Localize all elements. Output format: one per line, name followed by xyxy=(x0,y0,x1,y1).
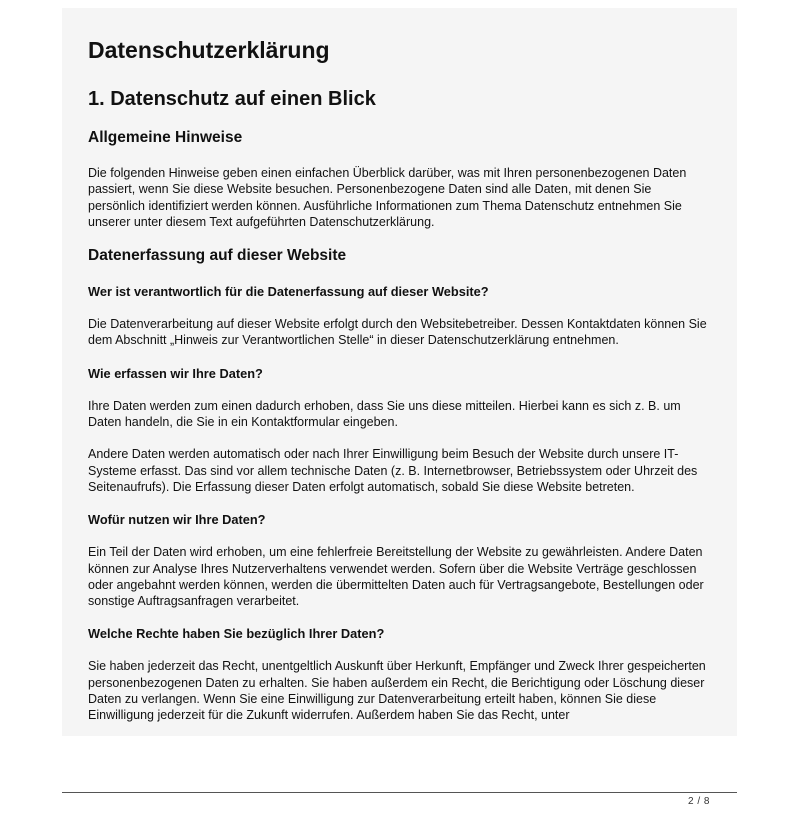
question-heading-erfassen: Wie erfassen wir Ihre Daten? xyxy=(88,365,263,381)
paragraph-allgemeine-hinweise: Die folgenden Hinweise geben einen einfachen Überblick darüber, was mit Ihren personenbezogenen Daten passiert, wenn Sie diese Website besuchen. Personenbezogene Daten sind alle Daten, mit denen Sie persönlich identifiziert werden können. Ausführliche Informationen zum Thema Datenschutz entnehmen Sie unserer unter diesem Text aufgeführten Datenschutzerklärung. xyxy=(88,166,687,229)
paragraph-verantwortlich: Die Datenverarbeitung auf dieser Website erfolgt durch den Websitebetreiber. Dessen Kontaktdaten können Sie dem Abschnitt „Hinweis zur Verantwortlichen Stelle“ in dieser Datenschutzerklärung entnehmen. xyxy=(88,317,707,348)
question-heading-verantwortlich: Wer ist verantwortlich für die Datenerfassung auf dieser Website? xyxy=(88,284,489,300)
paragraph-rechte: Sie haben jederzeit das Recht, unentgeltlich Auskunft über Herkunft, Empfänger und Zweck Ihrer gespeicherten personenbezogenen Daten zu erhalten. Sie haben außerdem ein Recht, die Berichtigung oder Löschung dieser Daten zu verlangen. Wenn Sie eine Einwilligung zur Datenverarbeitung erteilt haben, können Sie diese Einwilligung jederzeit für die Zukunft widerrufen. Außerdem haben Sie das Recht, unter xyxy=(88,659,706,723)
question-heading-nutzen: Wofür nutzen wir Ihre Daten? xyxy=(88,512,266,528)
question-heading-rechte: Welche Rechte haben Sie bezüglich Ihrer Daten? xyxy=(88,626,385,642)
document-title: Datenschutzerklärung xyxy=(88,37,330,63)
page-indicator: 2 / 8 xyxy=(688,796,710,807)
paragraph-nutzen: Ein Teil der Daten wird erhoben, um eine fehlerfreie Bereitstellung der Website zu gewährleisten. Andere Daten können zur Analyse Ihres Nutzerverhaltens verwendet werden. Sofern über die Website Verträge geschlossen oder angebahnt werden können, werden die übermittelten Daten auch für Vertragsangebote, Bestellungen oder sonstige Auftragsanfragen verarbeitet. xyxy=(88,545,704,609)
paragraph-erfassen-1: Ihre Daten werden zum einen dadurch erhoben, dass Sie uns diese mitteilen. Hierbei kann es sich z. B. um Daten handeln, die Sie in ein Kontaktformular eingeben. xyxy=(88,398,681,430)
footer-divider xyxy=(62,792,737,793)
paragraph-erfassen-2: Andere Daten werden automatisch oder nach Ihrer Einwilligung beim Besuch der Website durch unsere IT-Systeme erfasst. Das sind vor allem technische Daten (z. B. Internetbrowser, Betriebssystem oder Uhrzeit des Seitenaufrufs). Die Erfassung dieser Daten erfolgt automatisch, sobald Sie diese Website betreten. xyxy=(88,447,698,494)
section-title: 1. Datenschutz auf einen Blick xyxy=(88,88,376,110)
document-page xyxy=(62,8,737,736)
subsection-heading-datenerfassung: Datenerfassung auf dieser Website xyxy=(88,247,347,265)
subsection-heading-allgemeine-hinweise: Allgemeine Hinweise xyxy=(88,129,243,146)
